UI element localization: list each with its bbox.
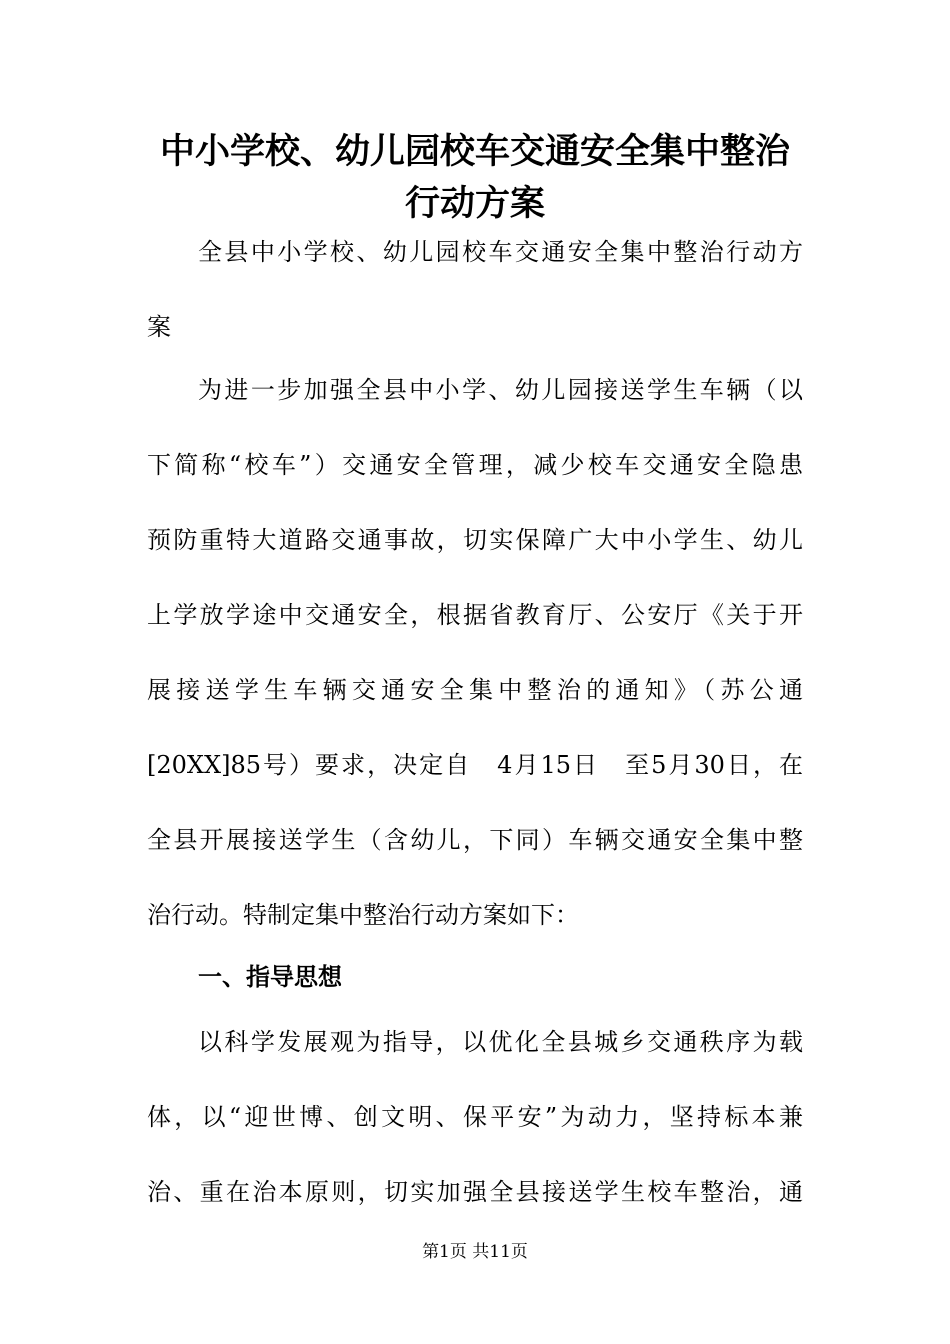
subtitle-line-2: 案 [147,313,171,341]
document-title-line-2: 行动方案 [404,183,545,224]
section-line-3: 治、重在治本原则，切实加强全县接送学生校车整治，通 [147,1178,803,1206]
body-line-6: [20XX]85号）要求，决定自 4月15日 至5月30日，在 [147,751,803,779]
body-line-7: 全县开展接送学生（含幼儿，下同）车辆交通安全集中整 [147,826,803,854]
section-heading: 一、指导思想 [198,963,342,991]
body-line-2: 下简称“校车”）交通安全管理，减少校车交通安全隐患 [147,451,803,479]
body-line-4: 上学放学途中交通安全，根据省教育厅、公安厅《关于开 [147,601,803,629]
body-line-3: 预防重特大道路交通事故，切实保障广大中小学生、幼儿 [147,526,803,554]
body-line-8: 治行动。特制定集中整治行动方案如下： [147,901,579,929]
body-line-1: 为进一步加强全县中小学、幼儿园接送学生车辆（以 [198,376,803,404]
subtitle-line-1: 全县中小学校、幼儿园校车交通安全集中整治行动方 [198,238,803,266]
section-line-2: 体，以“迎世博、创文明、保平安”为动力，坚持标本兼 [147,1103,803,1131]
document-title-line-1: 中小学校、幼儿园校车交通安全集中整治 [159,131,790,172]
body-line-5: 展接送学生车辆交通安全集中整治的通知》（苏公通 [147,676,803,704]
page-footer: 第1页 共11页 [422,1242,528,1262]
section-line-1: 以科学发展观为指导，以优化全县城乡交通秩序为载 [198,1028,803,1056]
